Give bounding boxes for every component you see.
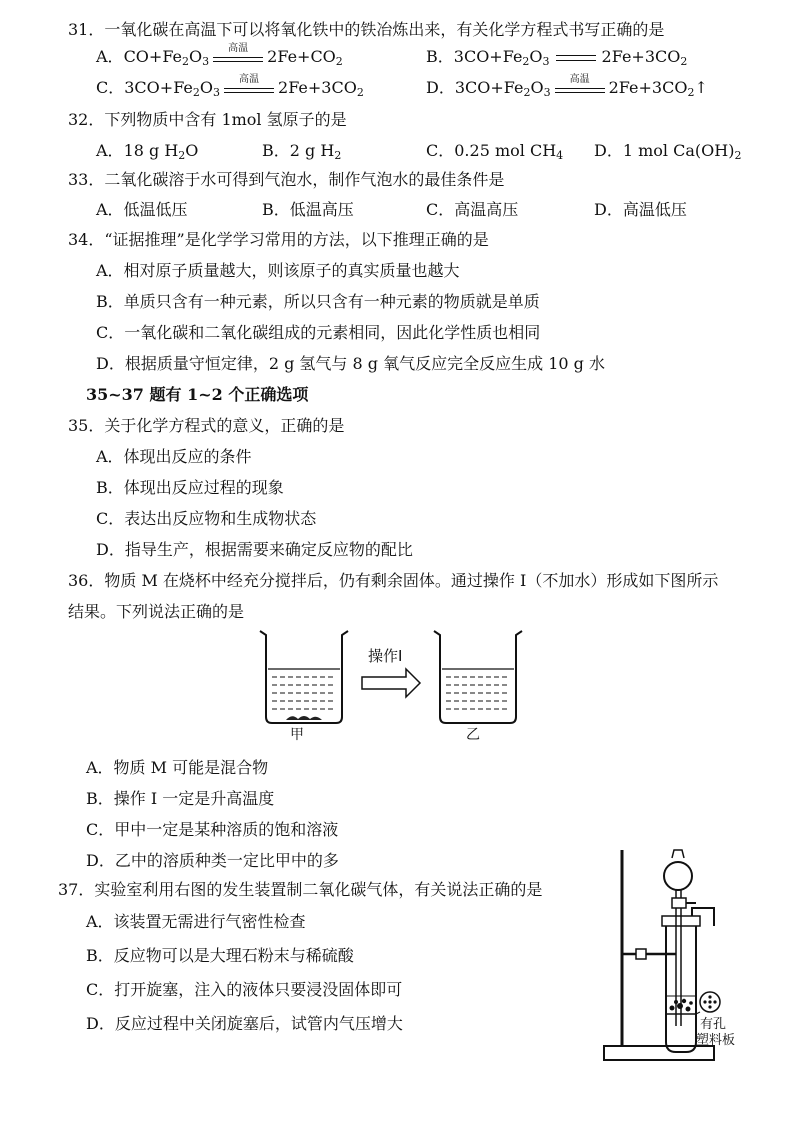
q31-option-a — [96, 42, 343, 72]
q34-stem: 34．“证据推理”是化学学习常用的方法，以下推理正确的是 — [68, 230, 489, 249]
residual-solid — [286, 716, 322, 720]
q35-option-d: D．指导生产，根据需要来确定反应物的配比 — [96, 540, 413, 559]
option-label: D． — [426, 78, 455, 97]
option-label: C． — [96, 78, 125, 97]
option-label: C． — [426, 141, 455, 160]
q37-option-a: A．该装置无需进行气密性检查 — [86, 912, 306, 931]
q34-option-d: D．根据质量守恒定律，2 g 氢气与 8 g 氧气反应完全反应生成 10 g 水 — [96, 354, 605, 373]
formula-part: 2Fe+CO — [267, 47, 336, 66]
option-label: A． — [96, 141, 124, 160]
q31-option-b — [426, 47, 687, 72]
subscript: 2 — [734, 149, 742, 162]
q32-option-c — [426, 141, 563, 166]
subscript: 3 — [202, 55, 210, 68]
q32-option-a — [96, 141, 198, 166]
q32-stem: 32．下列物质中含有 1mol 氢原子的是 — [68, 110, 347, 129]
subscript: 2 — [182, 55, 190, 68]
q37-option-c: C．打开旋塞，注入的液体只要浸没固体即可 — [86, 980, 403, 999]
subscript: 2 — [356, 86, 364, 99]
q34-option-c: C．一氧化碳和二氧化碳组成的元素相同，因此化学性质也相同 — [96, 323, 541, 342]
q33-option-d: D．高温低压 — [594, 200, 687, 219]
formula-part: 1 mol Ca(OH) — [622, 141, 735, 160]
beaker-jia — [260, 631, 348, 723]
q37-option-b: B．反应物可以是大理石粉末与稀硫酸 — [86, 946, 354, 965]
stand-base — [604, 1046, 714, 1060]
q35-option-a: A．体现出反应的条件 — [96, 447, 252, 466]
condition-equals-sign — [555, 73, 605, 99]
q32-option-b — [262, 141, 341, 166]
equals-sign — [556, 55, 596, 61]
subscript: 2 — [523, 86, 531, 99]
subscript: 2 — [335, 55, 343, 68]
formula-part: 2 g H — [289, 141, 335, 160]
q36-stem-line2: 结果。下列说法正确的是 — [68, 602, 245, 621]
formula-part: CO+Fe — [123, 47, 183, 66]
formula-part: 3CO+Fe — [453, 47, 523, 66]
beaker-yi — [434, 631, 522, 723]
reaction-condition: 高温 — [239, 73, 260, 85]
q31-option-d — [426, 73, 708, 103]
q36-option-c: C．甲中一定是某种溶质的饱和溶液 — [86, 820, 339, 839]
q34-option-a: A．相对原子质量越大，则该原子的真实质量也越大 — [96, 261, 460, 280]
q36-option-a: A．物质 M 可能是混合物 — [86, 758, 269, 777]
plate-label-line1: 有孔 — [700, 1017, 727, 1032]
q36-option-b: B．操作 I 一定是升高温度 — [86, 789, 275, 808]
operation-arrow — [362, 669, 420, 697]
formula-part: 3CO+Fe — [124, 78, 193, 97]
q33-option-b: B．低温高压 — [262, 200, 354, 219]
gas-arrow: ↑ — [694, 78, 708, 97]
formula-part: 3CO+Fe — [454, 78, 524, 97]
option-label: B． — [262, 141, 290, 160]
condition-equals-sign — [224, 73, 274, 99]
subscript: 3 — [542, 55, 550, 68]
q33-option-c: C．高温高压 — [426, 200, 519, 219]
subscript: 2 — [334, 149, 342, 162]
formula-part: 18 g H — [123, 141, 179, 160]
q37-option-d: D．反应过程中关闭旋塞后，试管内气压增大 — [86, 1014, 403, 1033]
subscript: 4 — [556, 149, 564, 162]
subscript: 2 — [522, 55, 530, 68]
q31-stem: 31．一氧化碳在高温下可以将氧化铁中的铁冶炼出来，有关化学方程式书写正确的是 — [68, 20, 665, 39]
q35-stem: 35．关于化学方程式的意义，正确的是 — [68, 416, 345, 435]
subscript: 2 — [178, 149, 186, 162]
reaction-condition: 高温 — [569, 73, 590, 85]
subscript: 2 — [680, 55, 688, 68]
formula-part: O — [530, 78, 544, 97]
q33-stem: 33．二氧化碳溶于水可得到气泡水，制作气泡水的最佳条件是 — [68, 170, 505, 189]
q34-option-b: B．单质只含有一种元素，所以只含有一种元素的物质就是单质 — [96, 292, 540, 311]
option-label: A． — [96, 47, 124, 66]
reaction-condition: 高温 — [228, 42, 249, 54]
operation-label: 操作I — [368, 647, 403, 665]
q37-apparatus-figure — [596, 846, 776, 1066]
q35-option-c: C．表达出反应物和生成物状态 — [96, 509, 317, 528]
q35-option-b: B．体现出反应过程的现象 — [96, 478, 284, 497]
q36-option-d: D．乙中的溶质种类一定比甲中的多 — [86, 851, 339, 870]
formula-part: 2Fe+3CO — [601, 47, 681, 66]
subscript: 2 — [192, 86, 200, 99]
q33-option-a: A．低温低压 — [96, 200, 188, 219]
q37-stem: 37．实验室利用右图的发生装置制二氧化碳气体，有关说法正确的是 — [58, 880, 543, 899]
formula-part: 0.25 mol CH — [454, 141, 557, 160]
condition-equals-sign — [213, 42, 263, 68]
funnel-bulb — [664, 862, 692, 890]
formula-part: O — [185, 141, 199, 160]
option-label: B． — [426, 47, 454, 66]
formula-part: O — [529, 47, 543, 66]
subscript: 3 — [213, 86, 221, 99]
stopcock — [672, 898, 686, 908]
subscript: 2 — [687, 86, 695, 99]
beaker-yi-label: 乙 — [466, 727, 480, 743]
q32-option-d — [594, 141, 741, 166]
beaker-jia-label: 甲 — [290, 727, 304, 743]
option-label: D． — [594, 141, 623, 160]
formula-part: 2Fe+3CO — [278, 78, 357, 97]
formula-part: 2Fe+3CO — [608, 78, 688, 97]
q36-beaker-figure — [250, 625, 530, 745]
formula-part: O — [189, 47, 203, 66]
q36-stem-line1: 36．物质 M 在烧杯中经充分搅拌后，仍有剩余固体。通过操作 I（不加水）形成如下图所示 — [68, 571, 719, 590]
section-note: 35~37 题有 1~2 个正确选项 — [86, 385, 309, 404]
q31-option-c — [96, 73, 364, 103]
subscript: 3 — [543, 86, 551, 99]
formula-part: O — [199, 78, 214, 97]
plate-label-line2: 塑料板 — [696, 1033, 736, 1048]
